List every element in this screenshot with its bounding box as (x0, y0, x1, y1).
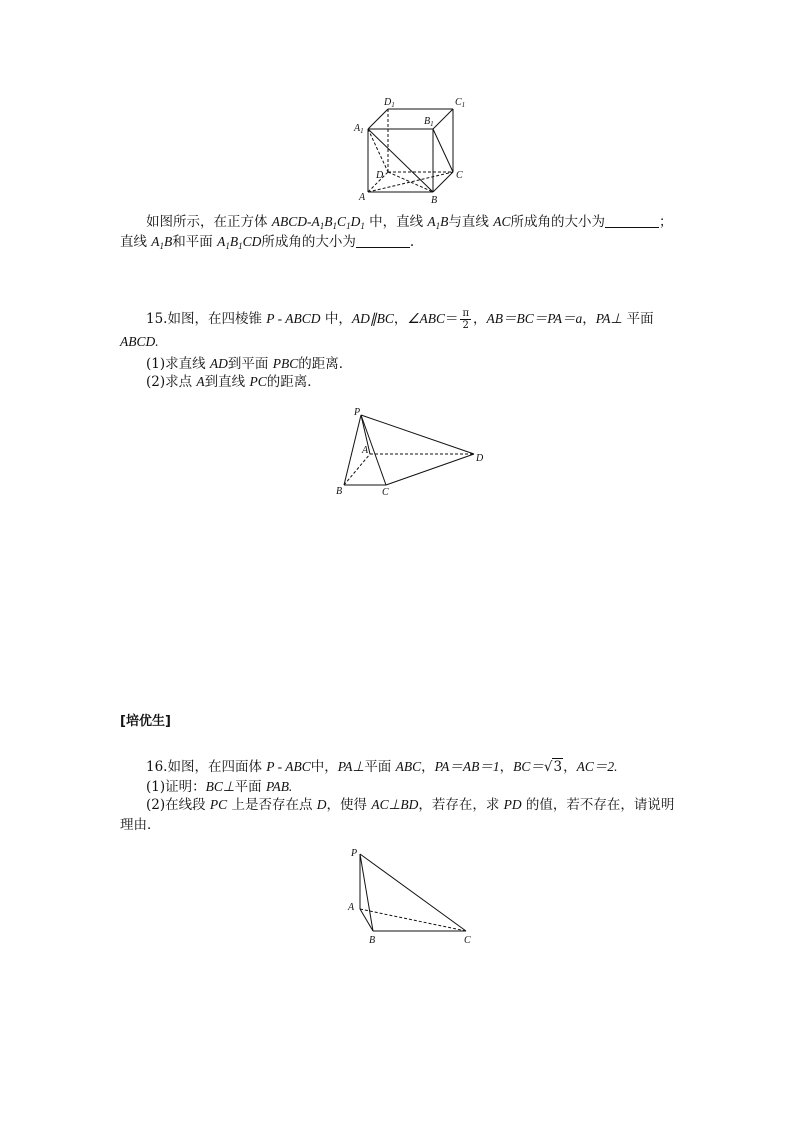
label-B1: B (424, 116, 431, 127)
problem16-q1: (1)证明：BC⊥平面 PAB. (146, 779, 293, 795)
answer-blank-1[interactable] (605, 215, 659, 228)
fig15-label-C: C (382, 487, 389, 498)
problem16-q2-cont: 理由． (120, 817, 161, 833)
problem14-line2: 直线 $A_1B$和平面 $A_1B_1CD$所成角的大小为 . (120, 234, 415, 251)
fig16-label-P: P (351, 848, 358, 859)
problem15-q2: (2)求点 A到直线 PC的距离． (146, 374, 321, 390)
cube-figure (348, 94, 478, 206)
fraction-pi-over-2: $\frac{\pi}{2}$ (462, 308, 470, 331)
svg-text:D1 (383, 97, 395, 109)
label-D1: D (384, 97, 392, 108)
label-C: C (456, 170, 463, 181)
label-B: B (431, 195, 438, 206)
label-B1-sub: 1 (430, 120, 434, 128)
tetrahedron-figure (344, 844, 484, 948)
svg-text:A1 (353, 123, 364, 135)
label-A1: A (354, 123, 361, 134)
svg-text:B1 (424, 116, 434, 128)
problem14-line1: 如图所示，在正方体 ABCD-$A_1B_1C_1D_1$ 中，直线 $A_1B$与直线 AC所成角的大小为 ； (146, 214, 673, 231)
pyramid-figure (334, 406, 494, 498)
problem15-line1: 15.如图，在四棱锥 P - ABCD 中，AD∥BC，∠ABC＝ $\frac{\pi}{2}$ ，AB＝BC＝PA＝a，PA⊥ 平面 (146, 308, 654, 331)
section-title: [培优生] (120, 714, 171, 729)
label-D: D (376, 170, 384, 181)
answer-blank-2[interactable] (356, 235, 410, 248)
label-D1-sub: 1 (391, 101, 395, 109)
problem16-line1: 16.如图，在四面体 P - ABC中，PA⊥平面 ABC，PA＝AB＝1，BC＝√3，AC＝2. (146, 759, 618, 775)
fig16-label-B: B (369, 935, 376, 946)
label-C1: C (455, 97, 462, 108)
problem16-q2: (2)在线段 PC 上是否存在点 D，使得 AC⊥BD，若存在，求 PD 的值，若不存在，请说明 (146, 797, 675, 813)
fig16-label-C: C (464, 935, 471, 946)
fig16-label-A: A (348, 902, 355, 913)
fig15-label-A: A (362, 445, 369, 456)
fig15-label-B: B (336, 486, 343, 497)
fig15-label-D: D (476, 453, 484, 464)
fig15-label-P: P (354, 407, 361, 418)
problem15-line2: ABCD. (120, 334, 159, 349)
label-A: A (359, 192, 366, 203)
label-A1-sub: 1 (360, 127, 364, 135)
svg-text:C1 (455, 97, 465, 109)
problem15-q1: (1)求直线 AD到平面 PBC的距离． (146, 356, 353, 372)
label-C1-sub: 1 (461, 101, 466, 109)
